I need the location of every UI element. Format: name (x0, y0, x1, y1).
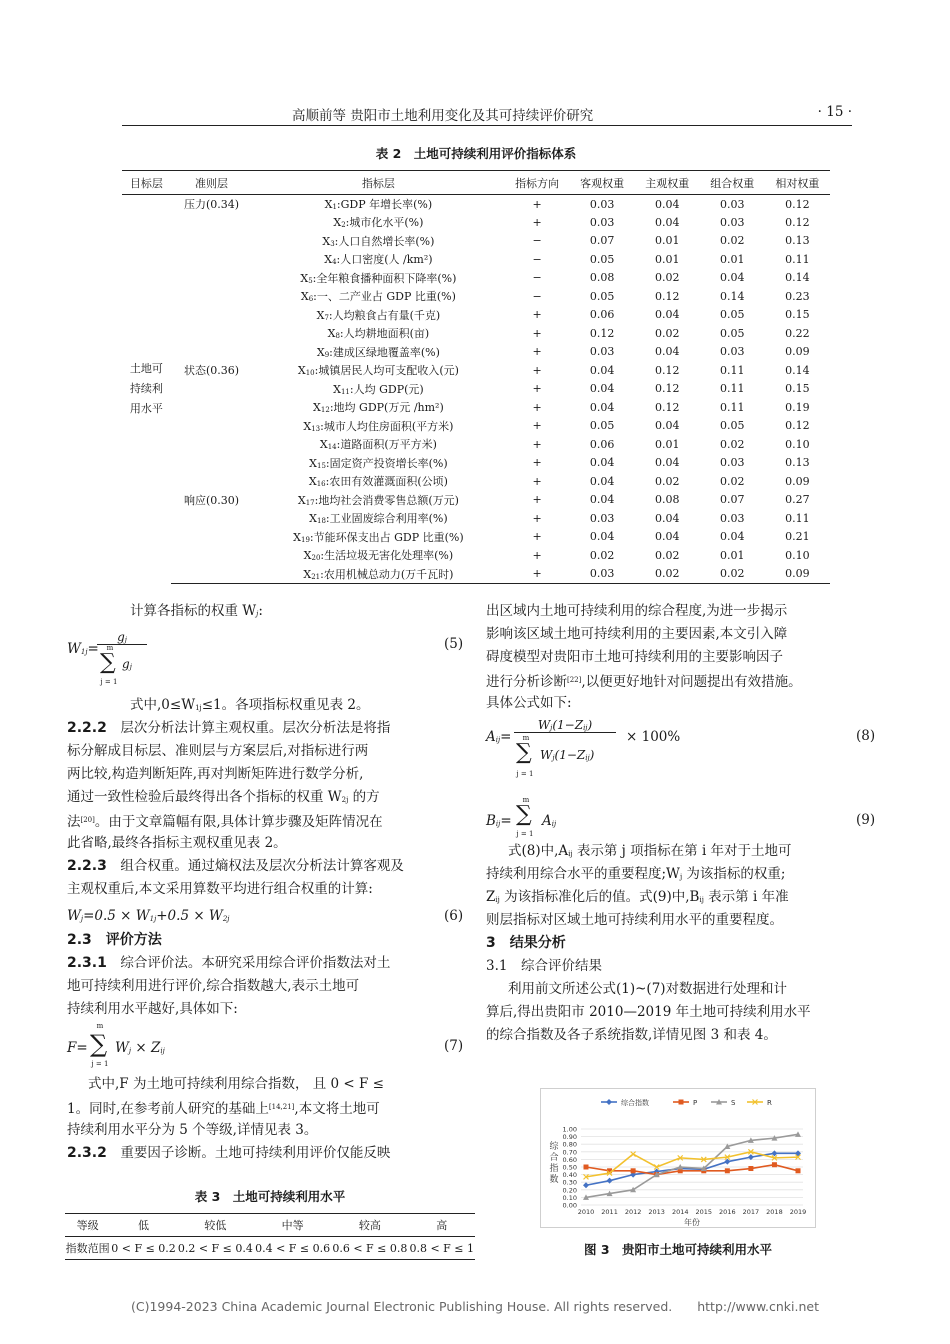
value-cell-dir: − (532, 289, 542, 303)
indicator-cell: X5:全年粮食播种面积下降率(%) (300, 271, 457, 285)
value-cell-comb: 0.11 (720, 400, 745, 414)
value-cell-comb: 0.05 (720, 308, 745, 322)
legend-marker (606, 1099, 612, 1105)
table-row (122, 509, 830, 528)
data-point (748, 1166, 753, 1171)
indicator-cell: X6:一、二产业占 GDP 比重(%) (300, 290, 456, 304)
table-row (122, 213, 830, 232)
value-cell-comb: 0.03 (720, 345, 745, 359)
criteria-cell (171, 454, 252, 473)
data-point (607, 1178, 613, 1184)
table-row (122, 250, 830, 269)
x-tick-label: 2015 (695, 1208, 713, 1216)
value-cell-subj: 0.02 (654, 474, 680, 488)
value-cell-comb: 0.03 (720, 215, 745, 229)
equation-7: F= m ∑ j = 1 Wj × Zij (7) (67, 1022, 464, 1068)
table3-value-cell: 0.8 < F ≤ 1 (409, 1237, 476, 1260)
indicator-cell: X18:工业固废综合利用率(%) (309, 512, 448, 526)
value-cell-comb: 0.02 (720, 437, 745, 451)
table3-value-cell: 0.4 < F ≤ 0.6 (254, 1237, 331, 1260)
x-tick-label: 2017 (742, 1208, 760, 1216)
table-row (122, 343, 830, 362)
text-line: 标分解成目标层、准则层与方案层后,对指标进行两 (67, 743, 369, 759)
y-tick-label: 0.90 (562, 1133, 577, 1142)
value-cell-subj: 0.04 (654, 197, 680, 211)
text-line: Zij 为该指标准化后的值。式(9)中,Bij 表示第 i 年准 (486, 889, 789, 905)
value-cell-dir: + (532, 548, 542, 562)
text-line: 进行分析诊断[22],以便更好地针对问题提出有效措施。 (486, 674, 802, 690)
value-cell-rel: 0.15 (785, 308, 810, 322)
value-cell-subj: 0.02 (635, 565, 700, 584)
table3-value-cell: 指数范围 (65, 1237, 110, 1260)
table-row (122, 546, 830, 565)
y-tick-label: 0.40 (562, 1171, 577, 1180)
section-2-2-2-line1: 2.2.2 层次分析法计算主观权重。层次分析法是将指 (67, 720, 391, 736)
criteria-cell: 响应(0.30) (184, 493, 240, 507)
value-cell-subj: 0.12 (654, 363, 680, 377)
target-layer-line: 用水平 (129, 402, 163, 415)
value-cell-dir: − (532, 271, 542, 285)
value-cell-dir: + (532, 308, 542, 322)
table2-header-cell: 目标层 (122, 171, 171, 195)
indicator-cell: X4:人口密度(人 /km²) (324, 253, 433, 267)
table-row (122, 491, 830, 510)
legend-label: P (693, 1099, 698, 1107)
value-cell-subj: 0.12 (654, 382, 680, 396)
value-cell-rel: 0.09 (785, 474, 810, 488)
value-cell-rel: 0.12 (785, 197, 810, 211)
criteria-cell (171, 232, 252, 251)
value-cell-subj: 0.04 (654, 530, 680, 544)
value-cell-dir: + (532, 530, 542, 544)
value-cell-comb: 0.03 (720, 511, 745, 525)
value-cell-obj: 0.03 (589, 215, 615, 229)
value-cell-obj: 0.02 (589, 548, 615, 562)
indicator-cell: X2:城市化水平(%) (333, 216, 424, 230)
table3-caption: 表 3 土地可持续利用水平 (194, 1189, 346, 1204)
value-cell-rel: 0.10 (785, 548, 810, 562)
value-cell-rel: 0.12 (785, 419, 810, 433)
criteria-cell: 状态(0.36) (184, 364, 240, 378)
page-number: · 15 · (817, 104, 852, 120)
x-tick-label: 2013 (648, 1208, 665, 1216)
value-cell-comb: 0.07 (720, 493, 745, 507)
table-row (122, 565, 830, 584)
y-tick-label: 0.30 (562, 1178, 577, 1187)
value-cell-dir: + (532, 400, 542, 414)
table3-header-cell: 较高 (331, 1214, 408, 1237)
value-cell-obj: 0.04 (589, 382, 615, 396)
text-line: 主观权重后,本文采用算数平均进行组合权重的计算: (67, 881, 373, 897)
value-cell-rel: 0.11 (785, 252, 810, 266)
value-cell-dir: + (532, 345, 542, 359)
text-line: 1。同时,在参考前人研究的基础上[14,21],本文将土地可 (67, 1101, 380, 1117)
value-cell-comb: 0.05 (720, 419, 745, 433)
value-cell-comb: 0.02 (700, 565, 765, 584)
criteria-cell (171, 306, 252, 325)
value-cell-dir: + (532, 215, 542, 229)
x-tick-label: 2012 (624, 1208, 642, 1216)
table3-value-cell: 0.6 < F ≤ 0.8 (331, 1237, 408, 1260)
value-cell-dir: + (532, 437, 542, 451)
value-cell-dir: − (532, 234, 542, 248)
criteria-cell (171, 380, 252, 399)
figure3-chart-frame (540, 1088, 816, 1228)
value-cell-rel: 0.21 (785, 530, 810, 544)
text-line: 持续利用水平分为 5 个等级,详情见表 3。 (67, 1122, 318, 1138)
y-axis-title-char: 合 (549, 1153, 559, 1163)
value-cell-obj: 0.04 (589, 363, 615, 377)
section-3-heading: 3 结果分析 (486, 935, 566, 951)
data-point (583, 1182, 589, 1188)
value-cell-dir: + (532, 363, 542, 377)
indicator-cell: X7:人均粮食占有量(千克) (316, 308, 441, 322)
weight-intro: 计算各指标的权重 Wj: (130, 603, 263, 619)
criteria-cell (171, 546, 252, 565)
value-cell-subj: 0.04 (654, 456, 680, 470)
value-cell-rel: 0.10 (785, 437, 810, 451)
weight-range: 式中,0≤W1j≤1。各项指标权重见表 2。 (130, 697, 370, 713)
criteria-cell (171, 287, 252, 306)
y-tick-label: 0.60 (562, 1155, 577, 1164)
value-cell-subj: 0.02 (654, 271, 680, 285)
value-cell-subj: 0.02 (654, 548, 680, 562)
text-line: 式(8)中,Aij 表示第 j 项指标在第 i 年对于土地可 (508, 843, 792, 859)
criteria-cell (171, 213, 252, 232)
equation-8: Aij= Wj(1−Zij) m ∑ Wj(1−Zij) j = 1 × 100% (8) (486, 718, 876, 778)
equation-9: Bij= m ∑ j = 1 Aij (9) (486, 796, 876, 838)
indicator-cell: X3:人口自然增长率(%) (322, 234, 435, 248)
text-line: 则层指标对区域土地可持续利用水平的重要程度。 (486, 912, 783, 928)
text-line: 地可持续利用进行评价,综合指数越大,表示土地可 (67, 978, 360, 994)
text-line: 两比较,构造判断矩阵,再对判断矩阵进行数学分析, (67, 766, 364, 782)
legend-label: 综合指数 (621, 1099, 649, 1107)
value-cell-rel: 0.27 (785, 493, 810, 507)
value-cell-obj: 0.06 (589, 308, 615, 322)
value-cell-rel: 0.09 (765, 565, 830, 584)
value-cell-obj: 0.06 (589, 437, 615, 451)
value-cell-obj: 0.04 (589, 456, 615, 470)
table-row (122, 195, 830, 214)
value-cell-subj: 0.12 (654, 400, 680, 414)
indicator-cell: X16:农田有效灌溉面积(公顷) (308, 475, 448, 489)
criteria-cell (171, 565, 252, 584)
data-point (725, 1168, 730, 1173)
equation-6-number: (6) (444, 908, 464, 924)
criteria-cell: 压力(0.34) (184, 198, 240, 211)
value-cell-subj: 0.04 (654, 511, 680, 525)
criteria-cell (171, 343, 252, 362)
table-row (122, 361, 830, 380)
target-layer-cell (122, 195, 171, 584)
y-axis-title-char: 数 (549, 1175, 559, 1185)
value-cell-subj: 0.01 (654, 234, 680, 248)
target-layer-line: 土地可 (129, 362, 163, 375)
text-line: 具体公式如下: (486, 695, 572, 711)
section-3-1-heading: 3.1 综合评价结果 (486, 958, 602, 974)
indicator-cell: X11:人均 GDP(元) (333, 382, 424, 396)
table2-header-cell: 相对权重 (765, 171, 830, 195)
text-line: 影响该区域土地可持续利用的主要因素,本文引入障 (486, 626, 788, 642)
value-cell-obj: 0.07 (589, 234, 615, 248)
table2-header-cell: 指标方向 (505, 171, 570, 195)
indicator-cell: X20:生活垃圾无害化处理率(%) (303, 549, 454, 563)
text-line: 算后,得出贵阳市 2010—2019 年土地可持续利用水平 (486, 1004, 811, 1020)
data-point (584, 1165, 589, 1170)
section-2-2-3-line1: 2.2.3 组合权重。通过熵权法及层次分析法计算客观及 (67, 858, 404, 874)
y-tick-label: 0.80 (562, 1140, 577, 1149)
value-cell-dir: − (532, 252, 542, 266)
table-row (122, 454, 830, 473)
indicator-cell: X19:节能环保支出占 GDP 比重(%) (293, 530, 464, 544)
table2-header-cell: 准则层 (171, 171, 252, 195)
indicator-cell: X12:地均 GDP(万元 /hm²) (313, 401, 444, 415)
figure3-chart (541, 1089, 817, 1229)
table3-header-cell: 中等 (254, 1214, 331, 1237)
table2-header-cell: 客观权重 (570, 171, 635, 195)
value-cell-rel: 0.11 (785, 511, 810, 525)
x-tick-label: 2011 (601, 1208, 618, 1216)
value-cell-obj: 0.03 (589, 197, 615, 211)
value-cell-dir: + (532, 456, 542, 470)
criteria-cell (171, 435, 252, 454)
y-tick-label: 0.10 (562, 1193, 577, 1202)
value-cell-obj: 0.04 (589, 474, 615, 488)
indicator-cell: X13:城市人均住房面积(平方米) (303, 419, 454, 433)
y-axis-title-char: 综 (549, 1142, 559, 1152)
table3-header-cell: 低 (110, 1214, 176, 1237)
y-tick-label: 0.50 (562, 1163, 577, 1172)
legend-marker (679, 1100, 684, 1105)
value-cell-dir: + (532, 511, 542, 525)
value-cell-comb: 0.11 (720, 382, 745, 396)
data-point (631, 1168, 636, 1173)
section-2-3-1-line1: 2.3.1 综合评价法。本研究采用综合评价指数法对土 (67, 955, 391, 971)
table-row (122, 324, 830, 343)
y-tick-label: 0.00 (562, 1201, 577, 1210)
criteria-cell (171, 528, 252, 547)
text-line: 通过一致性检验后最终得出各个指标的权重 W2j 的方 (67, 789, 380, 805)
data-point (772, 1162, 777, 1167)
value-cell-subj: 0.01 (654, 437, 680, 451)
table-row (122, 269, 830, 288)
copyright-footer: (C)1994-2023 China Academic Journal Electronic Publishing House. All rights reserved. http://www.cnki.net (130, 1299, 820, 1314)
value-cell-rel: 0.14 (785, 271, 810, 285)
x-tick-label: 2016 (719, 1208, 736, 1216)
table2-header-cell: 组合权重 (700, 171, 765, 195)
equation-5: W1j= gj m ∑ gj j = 1 (5) (67, 630, 464, 686)
running-header (122, 100, 852, 126)
value-cell-dir: + (532, 326, 542, 340)
table3-value-cell: 0.2 < F ≤ 0.4 (177, 1237, 254, 1260)
text-line: 利用前文所述公式(1)~(7)对数据进行处理和计 (508, 981, 788, 997)
value-cell-comb: 0.14 (720, 289, 745, 303)
value-cell-subj: 0.12 (654, 289, 680, 303)
value-cell-obj: 0.05 (589, 419, 615, 433)
value-cell-comb: 0.03 (720, 197, 745, 211)
value-cell-comb: 0.02 (720, 234, 745, 248)
y-axis-title-char: 指 (549, 1164, 559, 1174)
table2-caption: 表 2 土地可持续利用评价指标体系 (375, 146, 577, 161)
value-cell-rel: 0.13 (785, 234, 810, 248)
indicator-cell: X21:农用机械总动力(万千瓦时) (252, 565, 504, 584)
value-cell-subj: 0.04 (654, 308, 680, 322)
y-tick-label: 1.00 (562, 1125, 577, 1134)
text-line: 法[20]。由于文章篇幅有限,具体计算步骤及矩阵情况在 (67, 814, 383, 830)
table-row (122, 287, 830, 306)
data-point (796, 1168, 801, 1173)
data-point (631, 1152, 636, 1157)
value-cell-dir: + (532, 382, 542, 396)
indicator-cell: X1:GDP 年增长率(%) (324, 198, 433, 211)
criteria-cell (171, 269, 252, 288)
section-2-3-heading: 2.3 评价方法 (67, 932, 162, 948)
value-cell-comb: 0.03 (720, 456, 745, 470)
text-line: 此省略,最终各指标主观权重见表 2。 (67, 835, 287, 851)
table-row (122, 472, 830, 491)
value-cell-comb: 0.04 (720, 530, 745, 544)
value-cell-comb: 0.02 (720, 474, 745, 488)
criteria-cell (171, 417, 252, 436)
value-cell-rel: 0.19 (785, 400, 810, 414)
y-tick-label: 0.20 (562, 1186, 577, 1195)
figure3-caption: 图 3 贵阳市土地可持续利用水平 (583, 1242, 773, 1257)
table2-header-cell: 指标层 (252, 171, 504, 195)
value-cell-rel: 0.22 (785, 326, 810, 340)
x-tick-label: 2014 (671, 1208, 689, 1216)
value-cell-obj: 0.03 (589, 345, 615, 359)
table2 (122, 170, 830, 584)
text-line: 出区域内土地可持续利用的综合程度,为进一步揭示 (486, 603, 788, 619)
table-row (122, 435, 830, 454)
indicator-cell: X10:城镇居民人均可支配收入(元) (297, 364, 459, 378)
value-cell-subj: 0.02 (654, 326, 680, 340)
indicator-cell: X15:固定资产投资增长率(%) (309, 456, 448, 470)
x-tick-label: 2010 (577, 1208, 595, 1216)
text-line: 持续利用水平越好,具体如下: (67, 1001, 238, 1017)
indicator-cell: X14:道路面积(万平方米) (319, 438, 437, 452)
value-cell-obj: 0.05 (589, 289, 615, 303)
table-row (122, 306, 830, 325)
value-cell-comb: 0.01 (720, 548, 745, 562)
indicator-cell: X9:建成区绿地覆盖率(%) (316, 345, 440, 359)
value-cell-comb: 0.11 (720, 363, 745, 377)
x-tick-label: 2018 (766, 1208, 783, 1216)
value-cell-obj: 0.12 (589, 326, 615, 340)
value-cell-obj: 0.04 (589, 530, 615, 544)
value-cell-obj: 0.05 (589, 252, 615, 266)
value-cell-rel: 0.15 (785, 382, 810, 396)
value-cell-dir: + (532, 197, 542, 211)
value-cell-rel: 0.13 (785, 456, 810, 470)
legend-label: R (767, 1099, 772, 1107)
y-tick-label: 0.70 (562, 1148, 577, 1157)
text-line: 持续利用综合水平的重要程度;Wj 为该指标的权重; (486, 866, 786, 882)
x-tick-label: 2019 (789, 1208, 807, 1216)
text-line: 式中,F 为土地可持续利用综合指数， 且 0 < F ≤ (88, 1076, 384, 1092)
table2-header-cell: 主观权重 (635, 171, 700, 195)
value-cell-comb: 0.04 (720, 271, 745, 285)
value-cell-subj: 0.08 (654, 493, 680, 507)
legend-label: S (731, 1099, 736, 1107)
table-row (122, 232, 830, 251)
section-2-3-2-line1: 2.3.2 重要因子诊断。土地可持续利用评价仅能反映 (67, 1145, 391, 1161)
table3-header-cell: 较低 (177, 1214, 254, 1237)
criteria-cell (171, 250, 252, 269)
table3-header-cell: 等级 (65, 1214, 110, 1237)
value-cell-dir: + (532, 493, 542, 507)
table3-header-cell: 高 (409, 1214, 476, 1237)
value-cell-rel: 0.23 (785, 289, 810, 303)
value-cell-comb: 0.05 (720, 326, 745, 340)
text-line: 的综合指数及各子系统指数,详情见图 3 和表 4。 (486, 1027, 777, 1043)
value-cell-comb: 0.01 (720, 252, 745, 266)
value-cell-obj: 0.04 (589, 400, 615, 414)
value-cell-dir: + (532, 474, 542, 488)
value-cell-rel: 0.14 (785, 363, 810, 377)
value-cell-obj: 0.08 (589, 271, 615, 285)
table-row (122, 398, 830, 417)
x-axis-title: 年份 (684, 1218, 700, 1227)
indicator-cell: X8:人均耕地面积(亩) (327, 327, 430, 341)
target-layer-line: 持续利 (129, 382, 163, 395)
value-cell-obj: 0.03 (589, 511, 615, 525)
criteria-cell (171, 509, 252, 528)
table-row (122, 417, 830, 436)
running-title: 高顺前等 贵阳市土地利用变化及其可持续评价研究 (292, 108, 594, 124)
criteria-cell (171, 324, 252, 343)
criteria-cell (171, 398, 252, 417)
indicator-cell: X17:地均社会消费零售总额(万元) (297, 493, 459, 507)
value-cell-subj: 0.04 (654, 345, 680, 359)
value-cell-obj: 0.03 (570, 565, 635, 584)
equation-6: Wj=0.5 × W1j+0.5 × W2j (67, 908, 230, 924)
value-cell-dir: + (532, 419, 542, 433)
value-cell-subj: 0.04 (654, 419, 680, 433)
value-cell-subj: 0.01 (654, 252, 680, 266)
table3 (65, 1213, 475, 1260)
value-cell-obj: 0.04 (589, 493, 615, 507)
value-cell-rel: 0.12 (785, 215, 810, 229)
value-cell-dir: + (505, 565, 570, 584)
text-line: 碍度模型对贵阳市土地可持续利用的主要影响因子 (486, 649, 783, 665)
series-line-R (586, 1152, 798, 1177)
table-row (122, 380, 830, 399)
value-cell-rel: 0.09 (785, 345, 810, 359)
table-row (122, 528, 830, 547)
criteria-cell (171, 472, 252, 491)
table3-value-cell: 0 < F ≤ 0.2 (110, 1237, 176, 1260)
value-cell-subj: 0.04 (654, 215, 680, 229)
